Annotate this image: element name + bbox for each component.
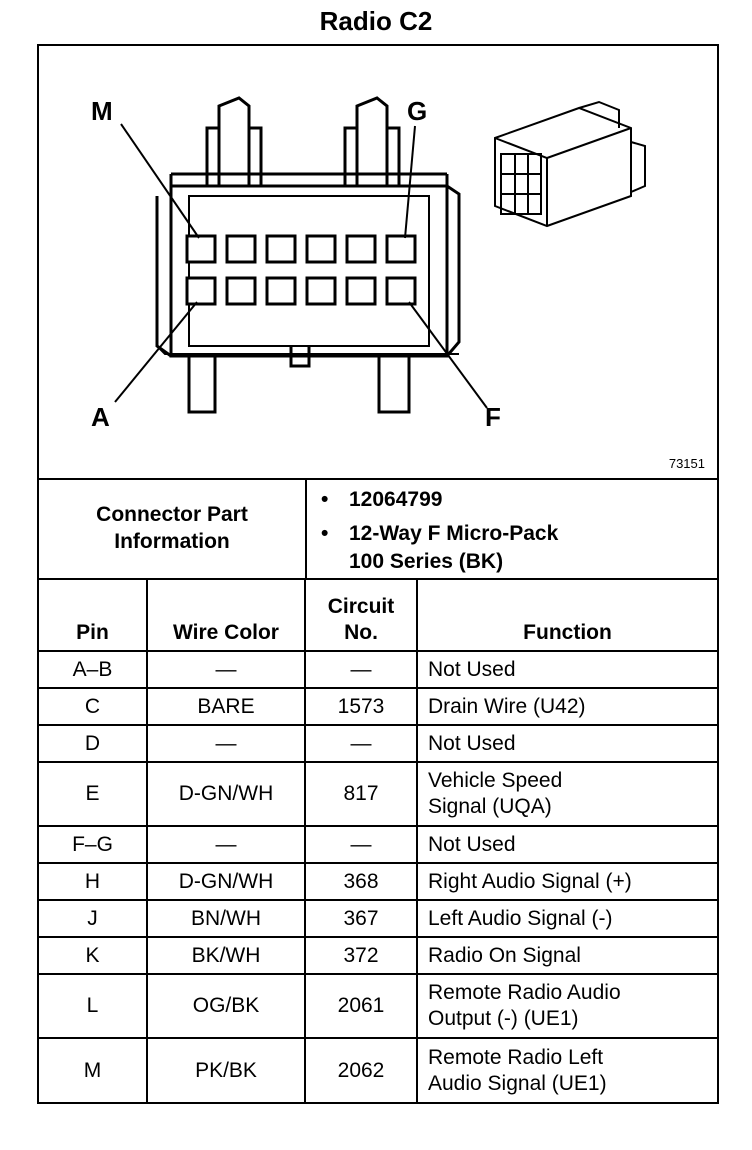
- wire-color-cell: BN/WH: [147, 900, 305, 937]
- connector-3d-view: [495, 102, 645, 226]
- function-cell: [417, 651, 717, 688]
- function-line1: Remote Radio Audio: [428, 981, 621, 1004]
- wire-color-cell: —: [147, 651, 305, 688]
- function-line1: Remote Radio Left: [428, 1045, 604, 1069]
- pin-cell: K: [39, 937, 147, 974]
- header-circuit: [305, 579, 417, 651]
- wire-color-cell: OG/BK: [147, 974, 305, 1038]
- connector-part-info: [39, 478, 717, 580]
- circuit-cell: 368: [305, 863, 417, 900]
- pin-cell: M: [39, 1038, 147, 1102]
- info-label-line1: Connector Part: [96, 503, 248, 526]
- circuit-cell: 2061: [305, 974, 417, 1038]
- header-circuit-line2: No.: [344, 621, 378, 644]
- table-row: [39, 762, 717, 826]
- pin-cell: J: [39, 900, 147, 937]
- circuit-cell: 372: [305, 937, 417, 974]
- figure-number: 73151: [668, 456, 705, 471]
- function-line1: Not Used: [428, 657, 516, 681]
- table-row: [39, 900, 717, 937]
- wire-color-cell: BARE: [147, 688, 305, 725]
- pin-cell: E: [39, 762, 147, 826]
- connector-diagram: [39, 46, 717, 480]
- pin-label-m: M: [91, 96, 113, 126]
- function-line1: Left Audio Signal (-): [428, 906, 613, 930]
- page-title: Radio C2: [319, 6, 433, 36]
- table-row: [39, 863, 717, 900]
- pin-cell: A–B: [39, 651, 147, 688]
- pin-cell: D: [39, 725, 147, 762]
- function-line1: Radio On Signal: [428, 943, 581, 967]
- bullet-dot: •: [321, 488, 329, 511]
- pin-label-f: F: [485, 402, 501, 432]
- description-item: [321, 520, 711, 576]
- part-number: 12064799: [349, 488, 443, 511]
- function-cell: [417, 974, 717, 1038]
- part-number-item: [321, 486, 711, 514]
- header-wire-color: Wire Color: [147, 579, 305, 651]
- function-line2: Audio Signal (UE1): [428, 1071, 607, 1095]
- function-cell: [417, 863, 717, 900]
- info-label-line2: Information: [114, 530, 230, 553]
- wire-color-cell: D-GN/WH: [147, 863, 305, 900]
- function-line1: Right Audio Signal (+): [428, 869, 632, 893]
- function-line2: Signal (UQA): [428, 795, 552, 818]
- pin-table-body: [39, 651, 717, 1102]
- function-cell: [417, 1038, 717, 1102]
- wire-color-cell: BK/WH: [147, 937, 305, 974]
- table-row: [39, 937, 717, 974]
- circuit-cell: 367: [305, 900, 417, 937]
- table-row: [39, 974, 717, 1038]
- function-line1: Not Used: [428, 832, 516, 856]
- circuit-cell: 817: [305, 762, 417, 826]
- pin-label-a: A: [91, 402, 110, 432]
- circuit-cell: —: [305, 826, 417, 863]
- pin-table: [39, 578, 717, 1102]
- table-header-row: [39, 579, 717, 651]
- pin-cell: C: [39, 688, 147, 725]
- function-line1: Vehicle Speed: [428, 769, 563, 792]
- function-line2: Output (-) (UE1): [428, 1007, 579, 1030]
- header-function: Function: [417, 579, 717, 651]
- connector-drawing: [39, 46, 717, 478]
- wire-color-cell: D-GN/WH: [147, 762, 305, 826]
- table-row: [39, 651, 717, 688]
- description-line1: 12-Way F Micro-Pack: [349, 522, 559, 545]
- circuit-cell: —: [305, 725, 417, 762]
- function-cell: [417, 762, 717, 826]
- connector-info-values: [321, 486, 711, 576]
- wire-color-cell: PK/BK: [147, 1038, 305, 1102]
- connector-info-label: [39, 478, 307, 578]
- circuit-cell: 2062: [305, 1038, 417, 1102]
- function-cell: [417, 725, 717, 762]
- header-circuit-line1: Circuit: [327, 595, 395, 618]
- document-frame: [37, 44, 719, 1104]
- header-pin: Pin: [39, 579, 147, 651]
- pin-cavities: [187, 236, 415, 304]
- pin-cell: F–G: [39, 826, 147, 863]
- function-cell: [417, 826, 717, 863]
- function-cell: [417, 937, 717, 974]
- circuit-cell: —: [305, 651, 417, 688]
- function-cell: [417, 688, 717, 725]
- table-row: [39, 826, 717, 863]
- wire-color-cell: —: [147, 826, 305, 863]
- function-line1: Not Used: [428, 731, 516, 755]
- pin-label-g: G: [407, 96, 428, 126]
- pin-cell: H: [39, 863, 147, 900]
- wire-color-cell: —: [147, 725, 305, 762]
- pin-cell: L: [39, 974, 147, 1038]
- table-row: [39, 725, 717, 762]
- description-line2: 100 Series (BK): [349, 550, 504, 573]
- function-cell: [417, 900, 717, 937]
- function-line1: Drain Wire (U42): [428, 694, 586, 718]
- table-row: [39, 1038, 717, 1102]
- bullet-dot: •: [321, 522, 329, 545]
- table-row: [39, 688, 717, 725]
- circuit-cell: 1573: [305, 688, 417, 725]
